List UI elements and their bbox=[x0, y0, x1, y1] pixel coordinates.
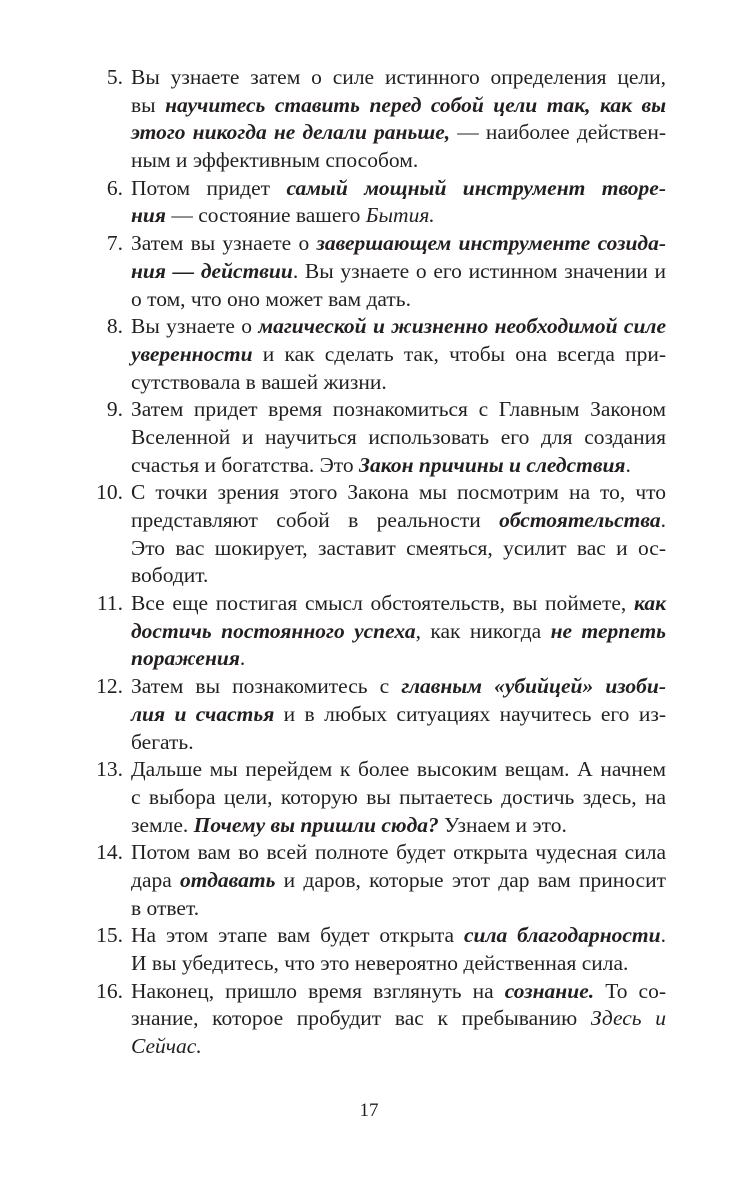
text-line bbox=[131, 396, 666, 424]
list-item-number: 13. bbox=[96, 757, 123, 782]
text-segment: ным и эффективным способом. bbox=[131, 148, 419, 173]
list-item bbox=[84, 673, 666, 756]
text-segment: и в любых ситуациях научитесь его из- bbox=[274, 701, 666, 726]
list-item bbox=[84, 396, 666, 479]
text-segment: Вселенной и научиться использовать его для создания bbox=[131, 424, 666, 449]
text-segment: С точки зрения этого Закона мы посмотрим на то, что bbox=[131, 480, 666, 505]
text-segment: . bbox=[660, 923, 666, 948]
page-number: 17 bbox=[359, 1100, 379, 1121]
text-line bbox=[131, 452, 666, 480]
text-segment: Потом придет bbox=[131, 175, 287, 200]
text-line bbox=[131, 119, 666, 147]
text-line bbox=[131, 230, 666, 258]
text-segment: представляют собой в реальности bbox=[131, 508, 500, 532]
text-line bbox=[131, 424, 666, 452]
text-line bbox=[131, 756, 666, 784]
list-item bbox=[84, 175, 666, 230]
list-item bbox=[84, 479, 666, 590]
text-line bbox=[131, 147, 666, 175]
list-item-number: 11. bbox=[96, 591, 123, 616]
text-line bbox=[131, 202, 666, 230]
text-segment: бегать. bbox=[131, 729, 194, 754]
text-segment: Узнаем и это. bbox=[438, 812, 567, 837]
list-item-number: 7. bbox=[106, 231, 123, 256]
list-item-number: 12. bbox=[96, 674, 123, 699]
list-item-number: 8. bbox=[106, 314, 123, 339]
emphasis-text: сила благодарности bbox=[463, 923, 661, 948]
text-line bbox=[131, 535, 666, 563]
text-line bbox=[131, 286, 666, 314]
emphasis-text: завершающем инструменте созида- bbox=[316, 231, 667, 256]
list-item bbox=[84, 839, 666, 922]
list-item-number: 5. bbox=[106, 65, 123, 89]
emphasis-text: сознание. bbox=[504, 978, 595, 1003]
text-segment: . bbox=[239, 646, 246, 671]
text-line bbox=[131, 701, 666, 729]
text-segment: Потом вам во всей полноте будет открыта чудесная сила bbox=[131, 840, 666, 865]
text-segment: Затем вы узнаете о bbox=[131, 231, 317, 256]
text-line bbox=[131, 950, 666, 978]
text-segment: На этом этапе вам будет открыта bbox=[131, 923, 464, 948]
text-segment: И вы убедитесь, что это невероятно действенная сила. bbox=[131, 951, 629, 975]
list-item bbox=[84, 313, 666, 396]
text-segment: — наиболее действен- bbox=[450, 120, 666, 145]
text-segment: Это вас шокирует, заставит смеяться, усилит вас и ос- bbox=[131, 535, 666, 560]
text-line bbox=[131, 867, 666, 895]
emphasis-text: ния — действии bbox=[131, 258, 293, 283]
text-segment: . Вы узнаете о его истинном значении и bbox=[292, 258, 667, 283]
text-segment: Затем вы познакомитесь с bbox=[131, 674, 402, 699]
numbered-list bbox=[84, 64, 666, 1061]
list-item-number: 10. bbox=[96, 480, 123, 505]
text-line bbox=[131, 618, 666, 646]
emphasis-text: не терпеть bbox=[550, 618, 666, 643]
emphasis-text: достичь постоянного успеха bbox=[131, 618, 416, 643]
text-line bbox=[131, 313, 666, 341]
list-item bbox=[84, 64, 666, 175]
text-segment: Наконец, пришло время взглянуть на bbox=[131, 978, 505, 1003]
emphasis-text: самый мощный инструмент творе- bbox=[286, 175, 666, 200]
text-segment: — состояние вашего bbox=[165, 203, 366, 228]
text-segment: дара bbox=[131, 867, 181, 892]
emphasis-text: научитесь ставить перед собой цели так, как вы bbox=[165, 92, 666, 117]
text-line bbox=[131, 92, 666, 120]
text-segment: Дальше мы перейдем к более высоким вещам. А начнем bbox=[131, 757, 666, 782]
list-item bbox=[84, 230, 666, 313]
text-line bbox=[131, 258, 666, 286]
text-line bbox=[131, 507, 666, 535]
text-segment: и даров, которые этот дар вам приносит bbox=[275, 867, 666, 892]
text-line bbox=[131, 1033, 666, 1061]
list-item-number: 6. bbox=[106, 175, 123, 200]
text-segment: вободит. bbox=[131, 563, 209, 588]
list-item bbox=[84, 978, 666, 1061]
text-segment: . bbox=[625, 452, 631, 477]
emphasis-text: лия и счастья bbox=[131, 701, 275, 726]
text-line bbox=[131, 1005, 666, 1033]
text-line bbox=[131, 369, 666, 397]
text-segment: вы bbox=[131, 92, 166, 117]
text-line bbox=[131, 812, 666, 840]
text-segment: , как никогда bbox=[415, 618, 551, 643]
list-item-number: 9. bbox=[106, 397, 123, 422]
list-item-number: 16. bbox=[96, 978, 123, 1003]
emphasis-text: этого никогда не делали раньше, bbox=[131, 120, 451, 145]
text-line bbox=[131, 590, 666, 618]
text-segment: счастья и богатства. Это bbox=[131, 452, 360, 477]
text-line bbox=[131, 978, 666, 1006]
emphasis-text: ния bbox=[131, 203, 166, 228]
text-line bbox=[131, 922, 666, 950]
text-line bbox=[131, 645, 666, 673]
list-item-number: 14. bbox=[96, 840, 123, 865]
list-item bbox=[84, 922, 666, 977]
emphasis-text: как bbox=[633, 591, 666, 616]
emphasis-text: Бытия. bbox=[365, 203, 435, 228]
list-item bbox=[84, 590, 666, 673]
list-item-number: 15. bbox=[96, 923, 123, 948]
text-line bbox=[131, 175, 666, 203]
text-segment: в ответ. bbox=[131, 895, 200, 920]
text-line bbox=[131, 895, 666, 923]
text-line bbox=[131, 729, 666, 757]
text-segment: и как сделать так, чтобы она всегда при- bbox=[252, 341, 666, 366]
text-segment: знание, которое пробудит вас к пребыванию bbox=[131, 1006, 591, 1031]
emphasis-text: поражения bbox=[131, 646, 240, 671]
text-line bbox=[131, 562, 666, 590]
emphasis-text: Закон причины и следствия bbox=[359, 452, 626, 477]
text-line bbox=[131, 64, 666, 92]
text-segment: . bbox=[660, 508, 666, 532]
list-item bbox=[84, 756, 666, 839]
text-segment: земле. bbox=[131, 812, 194, 837]
emphasis-text: Почему вы пришли сюда? bbox=[193, 812, 439, 837]
emphasis-text: уверенности bbox=[131, 341, 253, 366]
text-segment: Все еще постигая смысл обстоятельств, вы поймете, bbox=[131, 591, 634, 616]
emphasis-text: Здесь и bbox=[590, 1006, 666, 1031]
text-segment: о том, что оно может вам дать. bbox=[131, 286, 411, 311]
text-line bbox=[131, 341, 666, 369]
text-line bbox=[131, 673, 666, 701]
text-line bbox=[131, 839, 666, 867]
text-segment: Затем придет время познакомиться с Главным Законом bbox=[131, 397, 666, 422]
text-segment: Вы узнаете затем о силе истинного определения цели, bbox=[131, 65, 666, 89]
text-segment: с выбора цели, которую вы пытаетесь достичь здесь, на bbox=[131, 784, 666, 809]
emphasis-text: отдавать bbox=[180, 867, 276, 892]
text-line bbox=[131, 784, 666, 812]
emphasis-text: главным «убийцей» изоби- bbox=[401, 674, 666, 699]
emphasis-text: обстоятельства bbox=[499, 508, 661, 532]
text-line bbox=[131, 479, 666, 507]
text-segment: То со- bbox=[594, 978, 666, 1003]
text-segment: Вы узнаете о bbox=[131, 314, 259, 339]
text-segment: сутствовала в вашей жизни. bbox=[131, 369, 387, 394]
emphasis-text: магической и жизненно необходимой силе bbox=[258, 314, 667, 339]
emphasis-text: Сейчас. bbox=[131, 1034, 202, 1059]
